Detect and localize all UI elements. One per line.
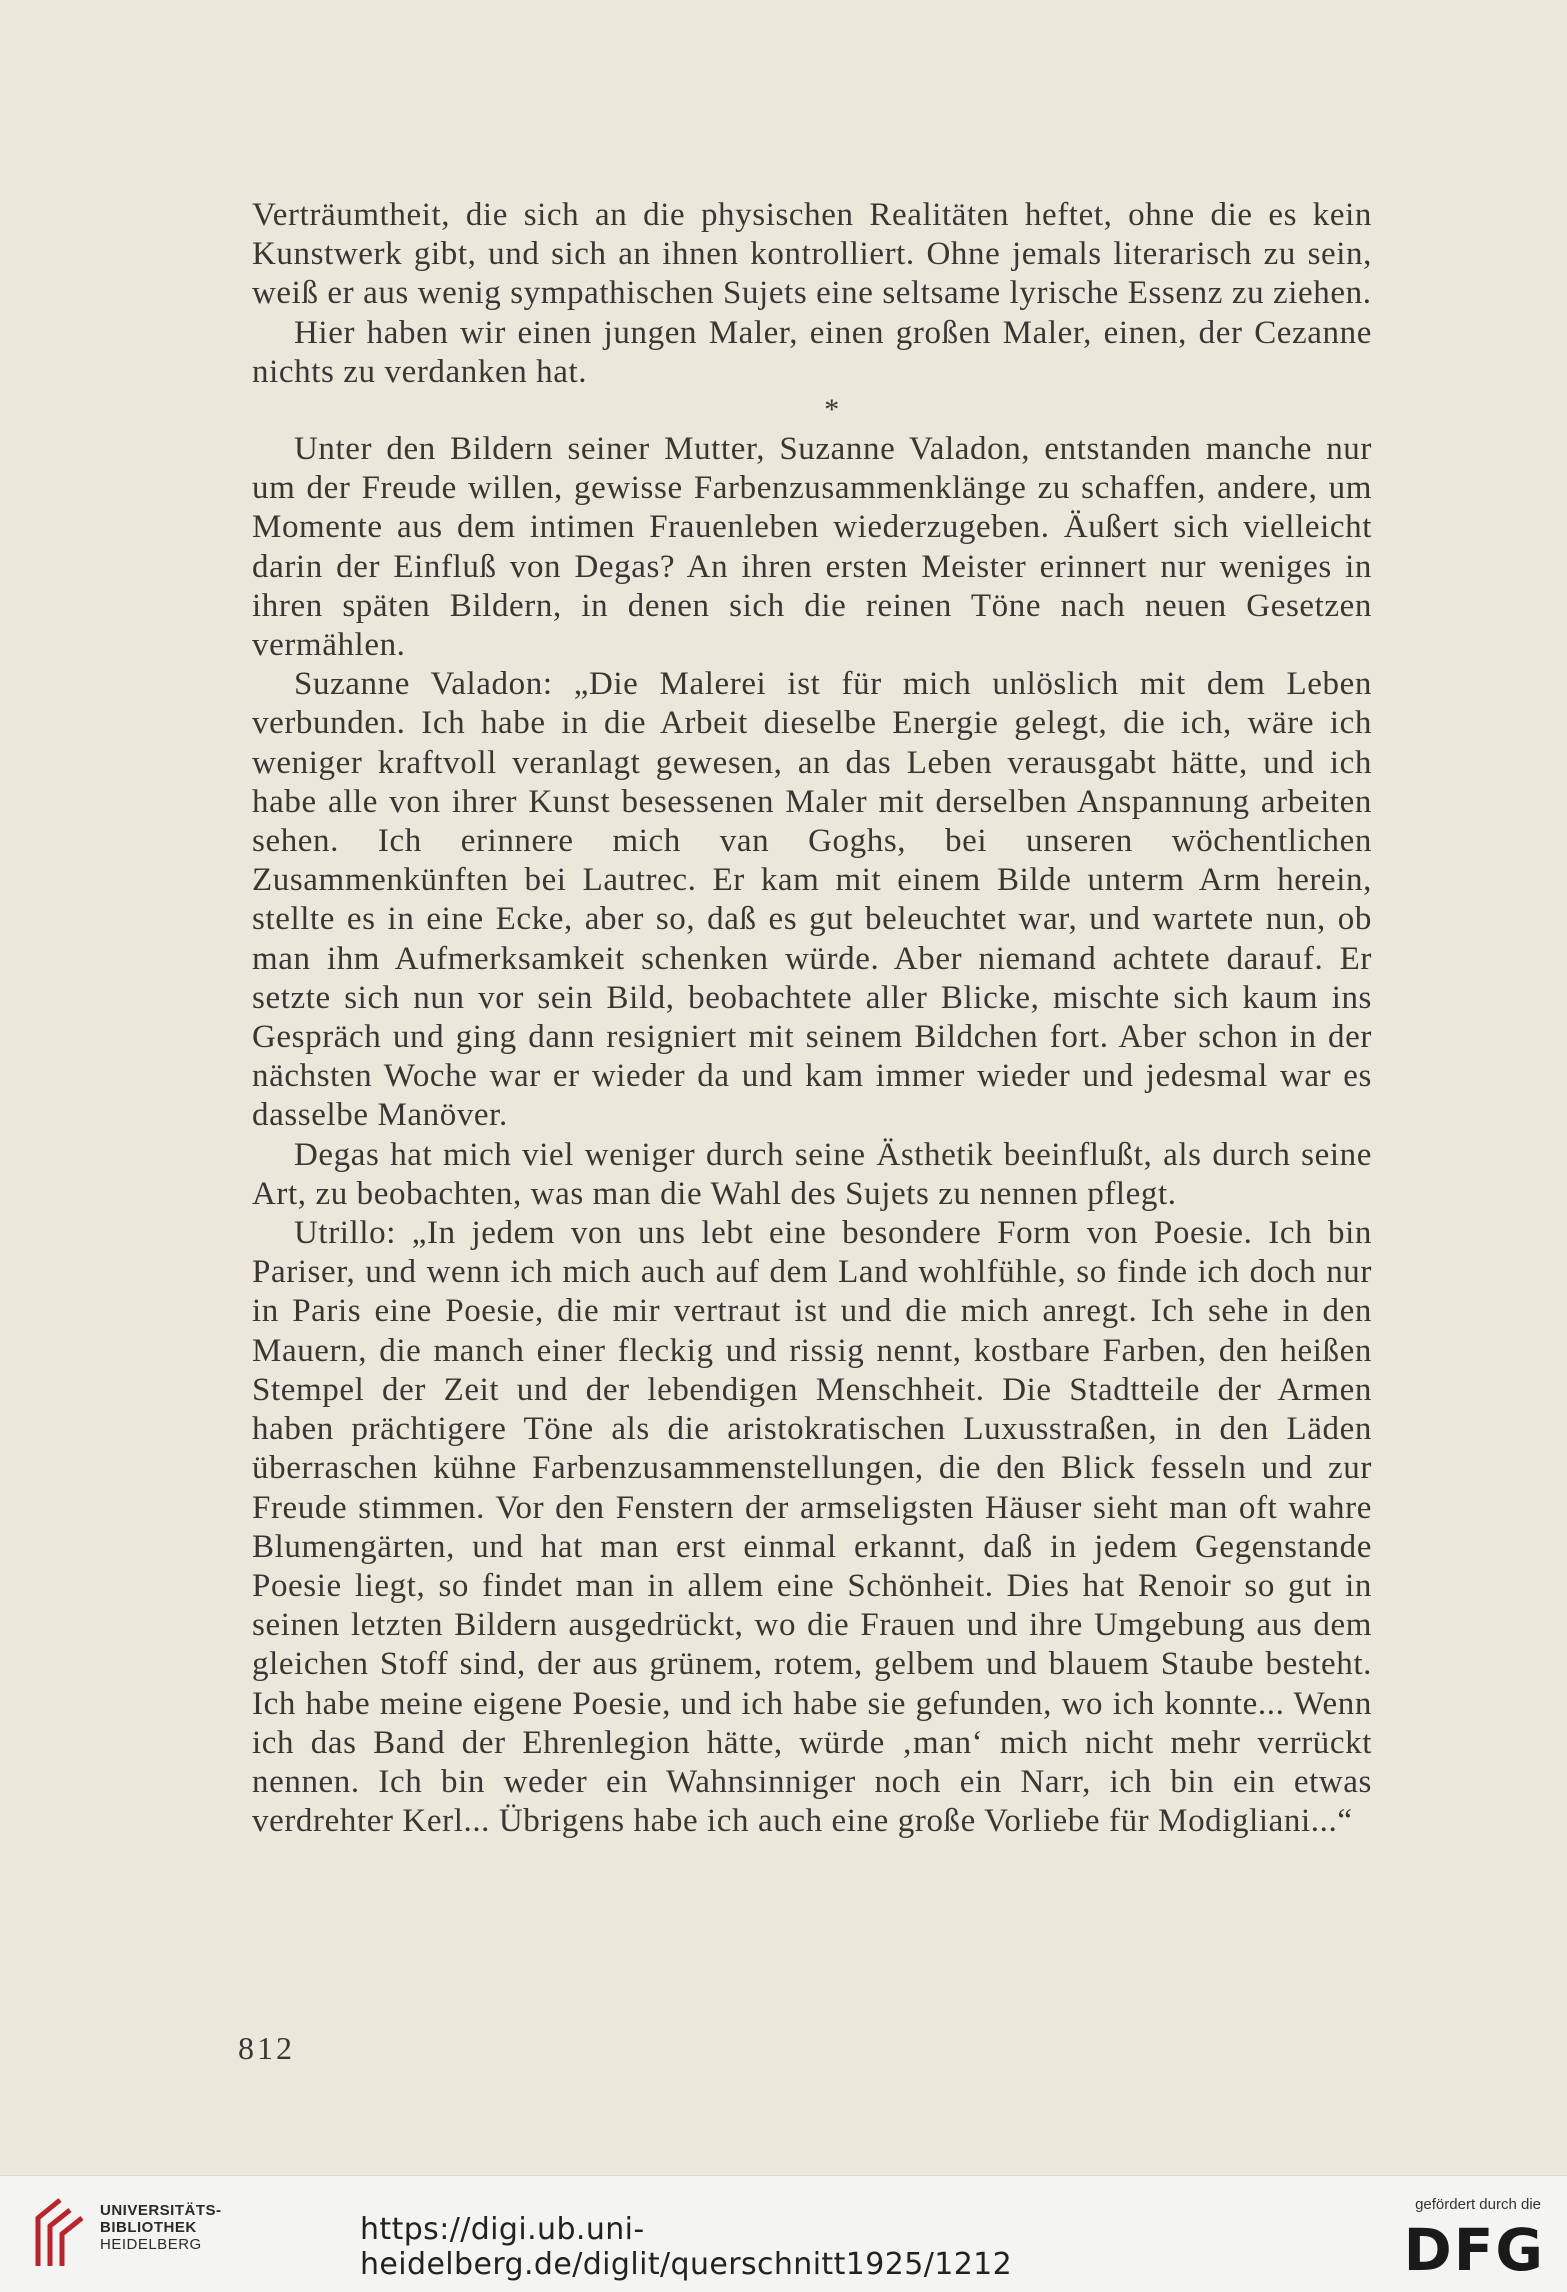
paragraph-4: Suzanne Valadon: „Die Malerei ist für mich unlöslich mit dem Leben verbunden. Ich habe in die Arbeit dieselbe Energie gelegt, die ich, wäre ich weniger kraftvoll veranlagt gewesen, an das Leben verausgabt hätte, und ich habe alle von ihrer Kunst besessenen Maler mit derselben Anspannung arbeiten sehen. Ich erinnere mich van Goghs, bei unseren wöchentlichen Zusammenkünften bei Lautrec. Er kam mit einem Bilde unterm Arm herein, stellte es in eine Ecke, aber so, daß es gut beleuchtet war, und wartete nun, ob man ihm Aufmerksamkeit schenken würde. Aber niemand achtete darauf. Er setzte sich nun vor sein Bild, beobachtete aller Blicke, mischte sich kaum ins Gespräch und ging dann resigniert mit seinem Bildchen fort. Aber schon in der nächsten Woche war er wieder da und kam immer wieder und jedesmal war es dasselbe Manöver. [252, 666, 1372, 1134]
page-number: 812 [238, 2030, 295, 2066]
funded-by-label: gefördert durch die [1415, 2196, 1541, 2213]
library-logo-icon [30, 2196, 90, 2268]
paragraph-3: Unter den Bildern seiner Mutter, Suzanne Valadon, entstanden manche nur um der Freude willen, gewisse Farbenzusammenklänge zu schaffen, andere, um Momente aus dem intimen Frauenleben wiederzugeben. Äußert sich vielleicht darin der Einfluß von Degas? An ihren ersten Meister erinnert nur weniges in ihren späten Bildern, in denen sich die reinen Töne nach neuen Gesetzen vermählen. [252, 431, 1372, 664]
viewer-footer [0, 2175, 1567, 2292]
library-name-line3: HEIDELBERG [100, 2236, 202, 2253]
permalink-url[interactable]: https://digi.ub.uni-heidelberg.de/diglit/querschnitt1925/1212 [360, 2212, 1013, 2282]
paragraph-1: Verträumtheit, die sich an die physischen Realitäten heftet, ohne die es kein Kunstwerk gibt, und sich an ihnen kontrolliert. Ohne jemals literarisch zu sein, weiß er aus wenig sympathischen Sujets eine seltsame lyrische Essenz zu ziehen. [252, 197, 1372, 312]
section-separator: * [824, 393, 840, 427]
library-name [100, 2202, 222, 2253]
paragraph-2: Hier haben wir einen jungen Maler, einen großen Maler, einen, der Cezanne nichts zu verdanken hat. [252, 314, 1372, 390]
dfg-logo: DFG [1403, 2216, 1545, 2284]
library-name-line2: BIBLIOTHEK [100, 2219, 197, 2236]
paragraph-6: Utrillo: „In jedem von uns lebt eine besondere Form von Poesie. Ich bin Pariser, und wenn ich mich auch auf dem Land wohlfühle, so finde ich doch nur in Paris eine Poesie, die mir vertraut ist und die mich anregt. Ich sehe in den Mauern, die manch einer fleckig und rissig nennt, kostbare Farben, den heißen Stempel der Zeit und der lebendigen Menschheit. Die Stadtteile der Armen haben prächtigere Töne als die aristokratischen Luxusstraßen, in den Läden überraschen kühne Farbenzusammenstellungen, die den Blick fesseln und zur Freude stimmen. Vor den Fenstern der armseligsten Häuser sieht man oft wahre Blumengärten, und hat man erst einmal erkannt, daß in jedem Gegenstande Poesie liegt, so findet man in allem eine Schönheit. Dies hat Renoir so gut in seinen letzten Bildern ausgedrückt, wo die Frauen und ihre Umgebung aus dem gleichen Stoff sind, der aus grünem, rotem, gelbem und blauem Staube besteht. Ich habe meine eigene Poesie, und ich habe sie gefunden, wo ich konnte... Wenn ich das Band der Ehrenlegion hätte, würde ‚man‘ mich nicht mehr verrückt nennen. Ich bin weder ein Wahnsinniger noch ein Narr, ich bin ein etwas verdrehter Kerl... Übrigens habe ich auch eine große Vorliebe für Modigliani...“ [252, 1215, 1372, 1840]
paragraph-5: Degas hat mich viel weniger durch seine Ästhetik beeinflußt, als durch seine Art, zu beobachten, was man die Wahl des Sujets zu nennen pflegt. [252, 1136, 1372, 1212]
body-text [252, 196, 1372, 1841]
library-name-line1: UNIVERSITÄTS- [100, 2202, 222, 2219]
